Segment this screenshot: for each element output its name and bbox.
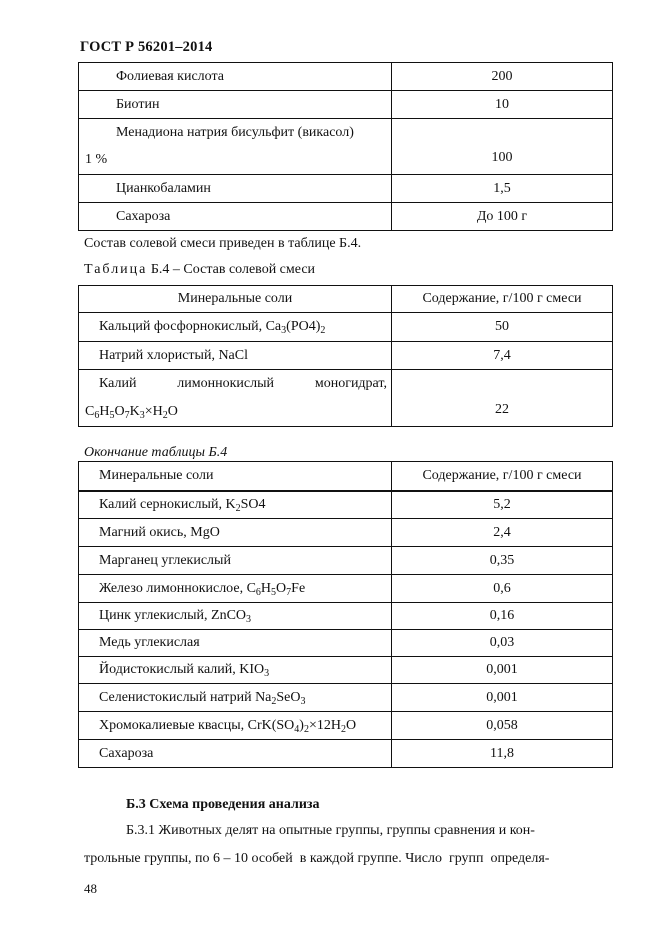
table-row bbox=[79, 203, 613, 231]
table-row bbox=[79, 63, 613, 91]
name-text: H bbox=[260, 580, 272, 596]
name-text: Кальций фосфорнокислый, Ca bbox=[99, 319, 282, 334]
cell-value: 50 bbox=[392, 313, 613, 342]
cell-value: 0,03 bbox=[392, 630, 613, 657]
name-text: Хромокалиевые квасцы, CrK(SO bbox=[99, 717, 295, 733]
cell-value: 0,001 bbox=[392, 684, 613, 712]
table-row bbox=[79, 119, 613, 175]
cell-value: 0,35 bbox=[392, 547, 613, 575]
table-row bbox=[79, 630, 613, 657]
caption-text: Б.4 – Состав солевой смеси bbox=[150, 262, 316, 277]
cell-name bbox=[79, 712, 392, 740]
subscript: 4 bbox=[294, 723, 300, 735]
cell-value: 0,058 bbox=[392, 712, 613, 740]
table-row bbox=[79, 547, 613, 575]
name-text: Цинк углекислый, ZnCO bbox=[99, 608, 247, 623]
cell-value: 11,8 bbox=[392, 740, 613, 768]
continuation-caption: Окончание таблицы Б.4 bbox=[84, 445, 228, 460]
name-text: SeO bbox=[276, 689, 301, 705]
subscript: 2 bbox=[303, 723, 309, 735]
header-salts: Минеральные соли bbox=[79, 286, 392, 313]
cell-value: 22 bbox=[392, 370, 613, 427]
name-text: Железо лимоннокислое, C bbox=[99, 580, 256, 596]
subscript: 6 bbox=[255, 586, 261, 598]
cell-name bbox=[79, 603, 392, 630]
cell-value: До 100 г bbox=[392, 203, 613, 231]
cell-value: 0,6 bbox=[392, 575, 613, 603]
table-row bbox=[79, 684, 613, 712]
name-text: ×12H bbox=[308, 717, 341, 733]
cell-name: Магний окись, MgO bbox=[79, 519, 392, 547]
table-header-row bbox=[79, 462, 613, 491]
table-row bbox=[79, 575, 613, 603]
name-text: Йодистокислый калий, KIO bbox=[99, 662, 265, 677]
page-number: 48 bbox=[84, 881, 97, 896]
cell-name: Фолиевая кислота bbox=[79, 63, 392, 91]
name-text: O bbox=[276, 580, 287, 596]
table-row bbox=[79, 342, 613, 370]
subscript: 7 bbox=[124, 410, 130, 421]
cell-name bbox=[79, 491, 392, 519]
name-text: H bbox=[99, 404, 110, 419]
name-text: ) bbox=[299, 717, 304, 733]
cell-value: 10 bbox=[392, 91, 613, 119]
section-heading: Б.3 Схема проведения анализа bbox=[126, 797, 320, 812]
cell-value: 5,2 bbox=[392, 491, 613, 519]
name-text: O bbox=[345, 717, 357, 733]
cell-name-line2 bbox=[79, 398, 391, 420]
name-text: O bbox=[114, 404, 125, 419]
subscript: 5 bbox=[109, 410, 115, 421]
table-row bbox=[79, 603, 613, 630]
body-paragraph-line2: трольные группы, по 6 – 10 особей в каждой группе. Число групп определя- bbox=[84, 851, 550, 866]
word: лимоннокислый bbox=[177, 376, 275, 391]
subscript: 3 bbox=[300, 695, 306, 707]
cell-name-line1: Менадиона натрия бисульфит (викасол) bbox=[116, 125, 354, 140]
table-row bbox=[79, 519, 613, 547]
subscript: 3 bbox=[264, 668, 270, 679]
cell-name: Медь углекислая bbox=[79, 630, 392, 657]
header-content: Содержание, г/100 г смеси bbox=[392, 286, 613, 313]
table-row bbox=[79, 313, 613, 342]
cell-name: Сахароза bbox=[79, 203, 392, 231]
cell-value: 7,4 bbox=[392, 342, 613, 370]
cell-name: Биотин bbox=[79, 91, 392, 119]
subscript: 3 bbox=[139, 410, 145, 421]
cell-name bbox=[79, 684, 392, 712]
subscript: 5 bbox=[271, 586, 277, 598]
subscript: 2 bbox=[320, 325, 326, 336]
salt-table bbox=[78, 285, 613, 427]
cell-name bbox=[79, 119, 392, 175]
table-row bbox=[79, 175, 613, 203]
table-row bbox=[79, 740, 613, 768]
intro-paragraph: Состав солевой смеси приведен в таблице Б.4. bbox=[84, 236, 362, 251]
cell-name: Натрий хлористый, NaCl bbox=[79, 342, 392, 370]
header-salts: Минеральные соли bbox=[79, 462, 392, 491]
cell-value: 100 bbox=[392, 119, 613, 175]
subscript: 2 bbox=[162, 410, 168, 421]
name-text: C bbox=[85, 404, 95, 419]
subscript: 3 bbox=[281, 325, 287, 336]
name-text: O bbox=[167, 404, 178, 419]
table-caption bbox=[84, 262, 315, 278]
header-content: Содержание, г/100 г смеси bbox=[392, 462, 613, 491]
document-header: ГОСТ Р 56201–2014 bbox=[80, 39, 213, 55]
body-paragraph-line1: Б.3.1 Животных делят на опытные группы, группы сравнения и кон- bbox=[126, 823, 535, 838]
cell-name: Сахароза bbox=[79, 740, 392, 768]
subscript: 2 bbox=[271, 695, 277, 707]
subscript: 3 bbox=[246, 614, 252, 625]
name-text: (PO4) bbox=[286, 319, 321, 334]
caption-prefix: Таблица bbox=[84, 262, 148, 277]
cell-value: 2,4 bbox=[392, 519, 613, 547]
subscript: 2 bbox=[340, 723, 346, 735]
vitamin-table bbox=[78, 62, 613, 231]
cell-name bbox=[79, 575, 392, 603]
word: моногидрат, bbox=[314, 376, 387, 391]
cell-name bbox=[79, 370, 392, 427]
cell-name-line1 bbox=[79, 370, 391, 398]
name-text: Селенистокислый натрий Na bbox=[99, 689, 272, 705]
name-text: SO4 bbox=[240, 496, 266, 512]
cell-value: 200 bbox=[392, 63, 613, 91]
table-row bbox=[79, 491, 613, 519]
cell-value: 0,001 bbox=[392, 657, 613, 684]
cell-name bbox=[79, 657, 392, 684]
table-row bbox=[79, 91, 613, 119]
word: Калий bbox=[99, 376, 137, 391]
subscript: 6 bbox=[94, 410, 100, 421]
cell-value: 0,16 bbox=[392, 603, 613, 630]
name-text: ×H bbox=[144, 404, 163, 419]
salt-table-continuation bbox=[78, 461, 613, 768]
name-text: Fe bbox=[291, 580, 306, 596]
cell-name: Марганец углекислый bbox=[79, 547, 392, 575]
cell-name bbox=[79, 313, 392, 342]
cell-name-line2: 1 % bbox=[85, 152, 108, 167]
cell-value: 1,5 bbox=[392, 175, 613, 203]
table-header-row bbox=[79, 286, 613, 313]
name-text: Калий сернокислый, K bbox=[99, 496, 236, 512]
table-row bbox=[79, 712, 613, 740]
cell-name: Цианкобаламин bbox=[79, 175, 392, 203]
table-row bbox=[79, 657, 613, 684]
subscript: 7 bbox=[286, 586, 292, 598]
table-row bbox=[79, 370, 613, 427]
name-text: K bbox=[129, 404, 140, 419]
subscript: 2 bbox=[235, 502, 241, 514]
